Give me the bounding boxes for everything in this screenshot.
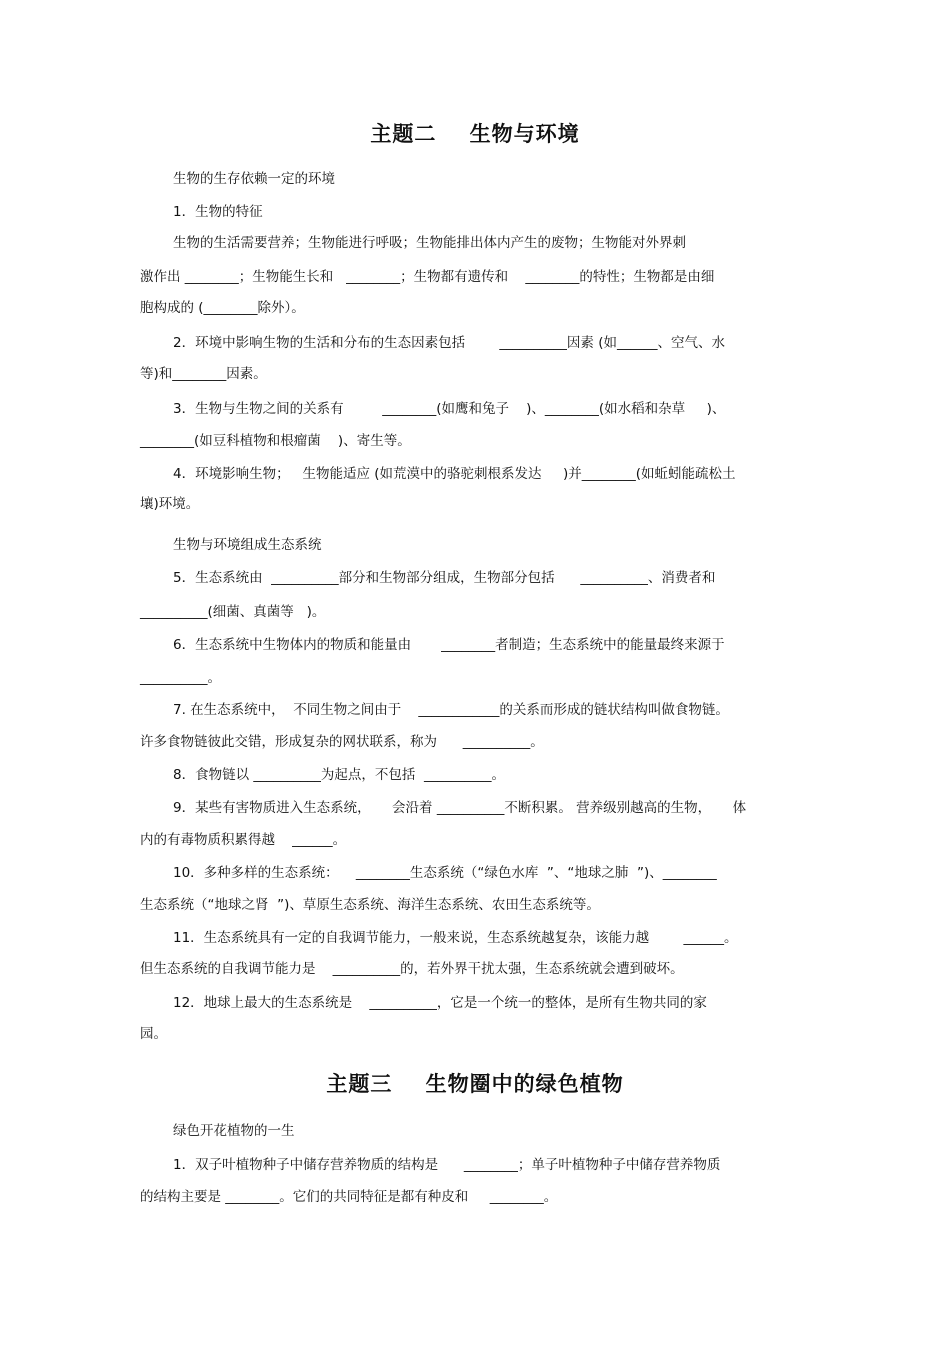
- s3-q1-line-2: 的结构主要是 ________。它们的共同特征是都有种皮和 ________。: [140, 1189, 558, 1205]
- section-2-title: 主题二 生物与环境: [370, 122, 580, 146]
- q10-line-2: 生态系统（“地球之肾 ”)、草原生态系统、海洋生态系统、农田生态系统等。: [140, 897, 600, 913]
- q2-line-1: 2．环境中影响生物的生活和分布的生态因素包括 __________因素 (如______、空气、水: [173, 335, 725, 351]
- q7-line-1: 7. 在生态系统中， 不同生物之间由于 ____________的关系而形成的链状结构叫做食物链。: [173, 702, 729, 718]
- section-2-subheading-1: 生物的生存依赖一定的环境: [173, 171, 335, 187]
- q1-line-1: 生物的生活需要营养；生物能进行呼吸；生物能排出体内产生的废物；生物能对外界刺: [173, 235, 686, 251]
- section-3-subheading-1: 绿色开花植物的一生: [173, 1123, 295, 1139]
- q9-line-2: 内的有毒物质积累得越 ______。: [140, 832, 347, 848]
- q9-line-1: 9．某些有害物质进入生态系统， 会沿着 __________不断积累。 营养级别越高的生物， 体: [173, 800, 747, 816]
- s3-q1-line-1: 1．双子叶植物种子中储存营养物质的结构是 ________；单子叶植物种子中储存营养物质: [173, 1157, 721, 1173]
- q1-line-3: 胞构成的 (________除外）。: [140, 300, 305, 316]
- q8-line-1: 8．食物链以 __________为起点，不包括 __________。: [173, 767, 505, 783]
- q11-line-1: 11．生态系统具有一定的自我调节能力，一般来说，生态系统越复杂，该能力越 ______。: [173, 930, 738, 946]
- q6-line-1: 6．生态系统中生物体内的物质和能量由 ________者制造；生态系统中的能量最终来源于: [173, 637, 725, 653]
- q3-line-1: 3．生物与生物之间的关系有 ________(如鹰和兔子 )、________(如水稻和杂草 )、: [173, 401, 726, 417]
- q4-line-1: 4．环境影响生物； 生物能适应 (如荒漠中的骆驼刺根系发达 )并________(如蚯蚓能疏松土: [173, 466, 736, 482]
- q10-line-1: 10．多种多样的生态系统： ________生态系统（“绿色水库 ”、“地球之肺 ”)、________: [173, 865, 717, 881]
- q2-line-2: 等)和________因素。: [140, 366, 267, 382]
- q3-line-2: ________(如豆科植物和根瘤菌 )、寄生等。: [140, 433, 411, 449]
- section-2-subheading-2: 生物与环境组成生态系统: [173, 537, 322, 553]
- q5-line-2: __________(细菌、真菌等 )。: [140, 604, 326, 620]
- q11-line-2: 但生态系统的自我调节能力是 __________的，若外界干扰太强，生态系统就会遭到破坏。: [140, 961, 684, 977]
- section-3-title: 主题三 生物圈中的绿色植物: [326, 1072, 624, 1096]
- q1-line-2: 激作出 ________；生物能生长和 ________；生物都有遗传和 ________的特性；生物都是由细: [140, 269, 715, 285]
- q12-line-2: 园。: [140, 1026, 167, 1042]
- q6-line-2: __________。: [140, 670, 221, 686]
- q5-line-1: 5．生态系统由 __________部分和生物部分组成，生物部分包括 __________、消费者和: [173, 570, 716, 586]
- q12-line-1: 12．地球上最大的生态系统是 __________，它是一个统一的整体，是所有生物共同的家: [173, 995, 707, 1011]
- q1-heading: 1．生物的特征: [173, 204, 263, 220]
- q7-line-2: 许多食物链彼此交错，形成复杂的网状联系，称为 __________。: [140, 734, 544, 750]
- q4-line-2: 壤)环境。: [140, 496, 200, 512]
